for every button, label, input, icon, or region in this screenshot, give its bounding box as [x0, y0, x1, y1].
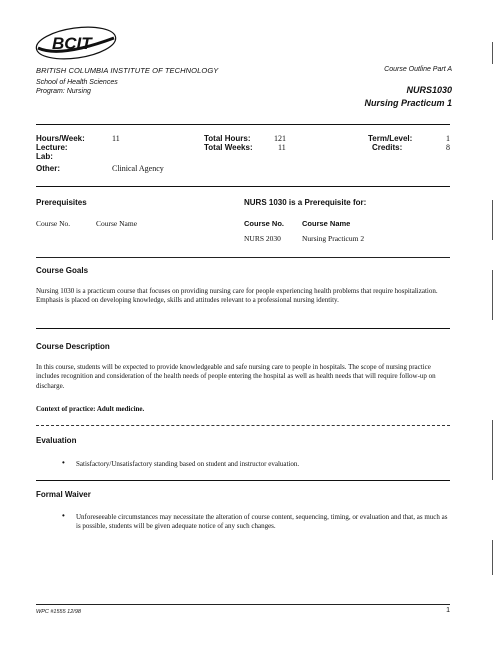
course-description-heading: Course Description	[36, 342, 110, 351]
course-heading	[364, 84, 452, 110]
prerequisite-for-heading: NURS 1030 is a Prerequisite for:	[244, 198, 367, 207]
page-number: 1	[446, 607, 450, 614]
scan-mark	[492, 540, 493, 575]
bullet-icon: •	[62, 458, 65, 467]
course-title: Nursing Practicum 1	[364, 98, 452, 108]
divider	[36, 257, 450, 258]
institution-name: BRITISH COLUMBIA INSTITUTE OF TECHNOLOGY	[36, 66, 219, 75]
term-level-value: 1	[446, 134, 450, 143]
footer-document-id: WPC #1555 12/98	[36, 609, 81, 615]
credits-value: 8	[446, 143, 450, 152]
prerequisites-heading: Prerequisites	[36, 198, 87, 207]
hours-week-label: Hours/Week:	[36, 134, 85, 143]
divider	[36, 425, 450, 426]
other-value: Clinical Agency	[112, 164, 164, 173]
formal-waiver-heading: Formal Waiver	[36, 490, 91, 499]
context-of-practice: Context of practice: Adult medicine.	[36, 405, 145, 413]
course-goals-text: Nursing 1030 is a practicum course that focuses on providing nursing care for people experiencing health problems that require hospitalization. Emphasis is placed on developing knowledge, skills and attitudes relevant to a professional nursing identity.	[36, 287, 438, 305]
course-code: NURS1030	[406, 85, 452, 95]
prereqfor-col-course-no: Course No.	[244, 219, 285, 228]
divider	[36, 186, 450, 187]
other-label: Other:	[36, 164, 60, 173]
prereq-col-course-name: Course Name	[96, 219, 138, 228]
evaluation-item: Satisfactory/Unsatisfactory standing based on student and instructor evaluation.	[76, 460, 300, 468]
divider	[36, 124, 450, 125]
bcit-logo-icon	[30, 22, 120, 64]
prereqfor-col-course-name: Course Name	[302, 219, 351, 228]
formal-waiver-item: Unforeseeable circumstances may necessitate the alteration of course content, sequencing, timing, or evaluation and that, as much as is possible, students will be given adequate notice of any such changes.	[76, 513, 448, 531]
program-name: Program: Nursing	[36, 88, 91, 95]
evaluation-heading: Evaluation	[36, 436, 77, 445]
scan-mark	[492, 420, 493, 480]
scan-mark	[492, 270, 493, 320]
document-type: Course Outline Part A	[384, 66, 452, 73]
bullet-icon: •	[62, 511, 65, 520]
divider	[36, 328, 450, 329]
total-hours-label: Total Hours:	[204, 134, 251, 143]
scan-mark	[492, 200, 493, 240]
logo-text: BCIT	[52, 34, 92, 53]
divider	[36, 480, 450, 481]
lab-label: Lab:	[36, 152, 53, 161]
course-goals-heading: Course Goals	[36, 266, 89, 275]
total-hours-value: 121	[274, 134, 286, 143]
total-weeks-value: 11	[278, 143, 286, 152]
course-description-text: In this course, students will be expected to provide knowledgeable and safe nursing care to people in hospitals. The scope of nursing practice includes recognition and consideration of the health needs of people entering the hospital as well as health needs that will require follow-up on discharge.	[36, 363, 436, 390]
total-weeks-label: Total Weeks:	[204, 143, 253, 152]
term-level-label: Term/Level:	[368, 134, 413, 143]
hours-week-value: 11	[112, 134, 120, 143]
school-program	[36, 78, 118, 96]
prereqfor-row-course-no: NURS 2030	[244, 234, 281, 243]
credits-label: Credits:	[372, 143, 403, 152]
prereqfor-row-course-name: Nursing Practicum 2	[302, 234, 365, 243]
lecture-label: Lecture:	[36, 143, 68, 152]
school-name: School of Health Sciences	[36, 79, 118, 86]
footer-divider	[36, 604, 450, 605]
prereq-col-course-no: Course No.	[36, 219, 71, 228]
scan-mark	[492, 42, 493, 64]
